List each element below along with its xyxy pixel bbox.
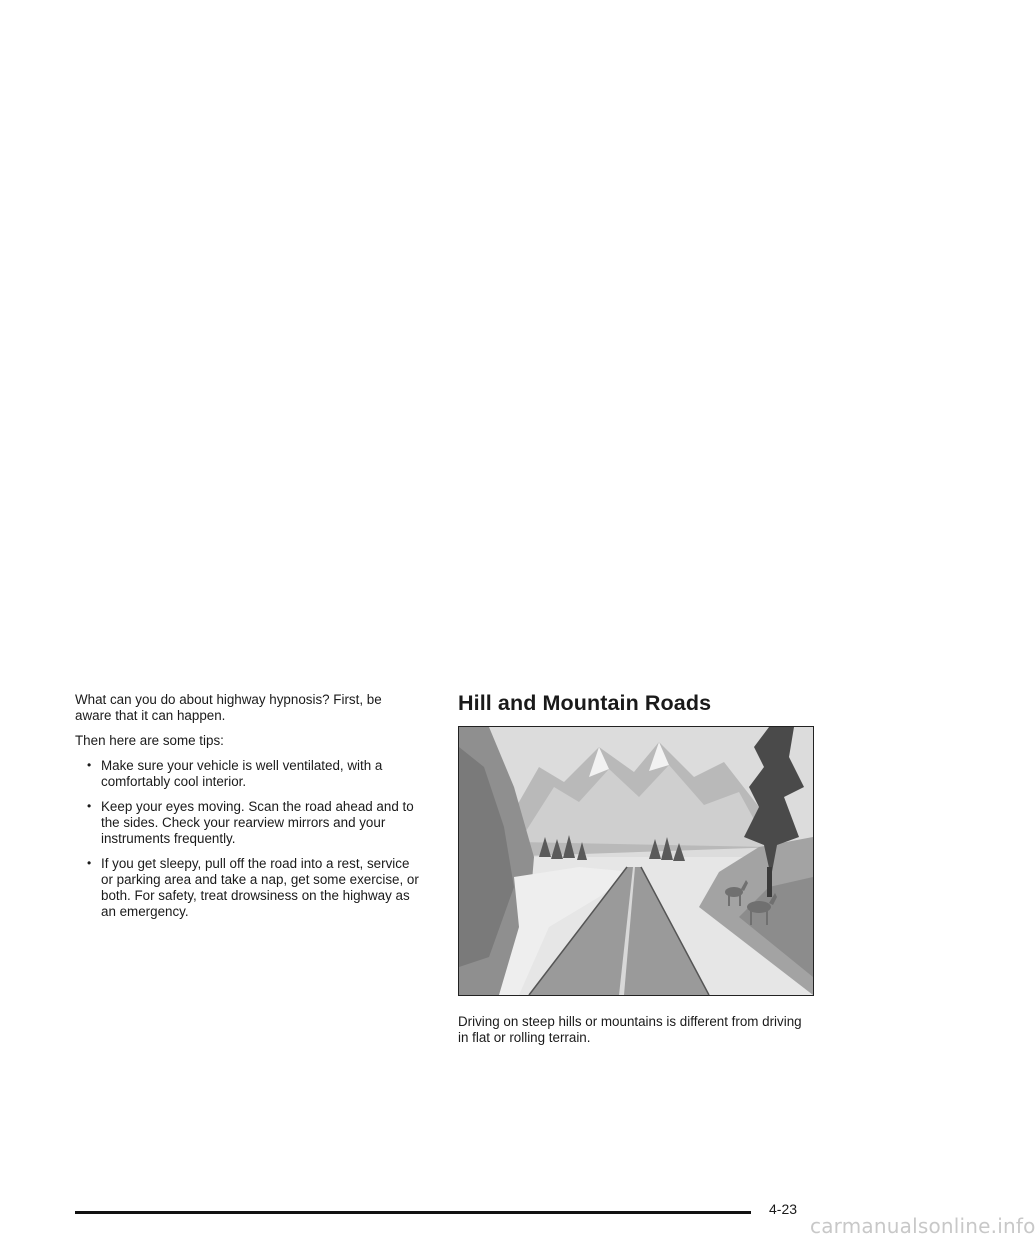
- page-number: 4-23: [769, 1201, 798, 1217]
- bullet-icon: •: [87, 856, 92, 870]
- tip-item: [75, 758, 420, 790]
- tips-list: [75, 758, 420, 920]
- mountain-road-illustration: [458, 726, 814, 996]
- tip-text: Keep your eyes moving. Scan the road ahead and to the sides. Check your rearview mirrors and your instruments frequently.: [101, 799, 414, 846]
- section-title: Hill and Mountain Roads: [458, 691, 712, 715]
- watermark: carmanualsonline.info: [810, 1214, 1036, 1238]
- illustration-caption: Driving on steep hills or mountains is different from driving in flat or rolling terrain.: [458, 1014, 802, 1045]
- tip-text: If you get sleepy, pull off the road into a rest, service or parking area and take a nap, get some exercise, or both. For safety, treat drowsiness on the highway as an emergency.: [101, 856, 419, 919]
- bullet-icon: •: [87, 758, 92, 772]
- right-column: [458, 690, 818, 1046]
- tip-item: [75, 799, 420, 847]
- intro-paragraph: What can you do about highway hypnosis? First, be aware that it can happen.: [75, 692, 382, 723]
- bullet-icon: •: [87, 799, 92, 813]
- tip-text: Make sure your vehicle is well ventilated, with a comfortably cool interior.: [101, 758, 383, 789]
- tip-item: [75, 856, 420, 920]
- left-column: [75, 692, 420, 929]
- tips-intro: Then here are some tips:: [75, 733, 224, 748]
- footer-rule: [75, 1211, 751, 1214]
